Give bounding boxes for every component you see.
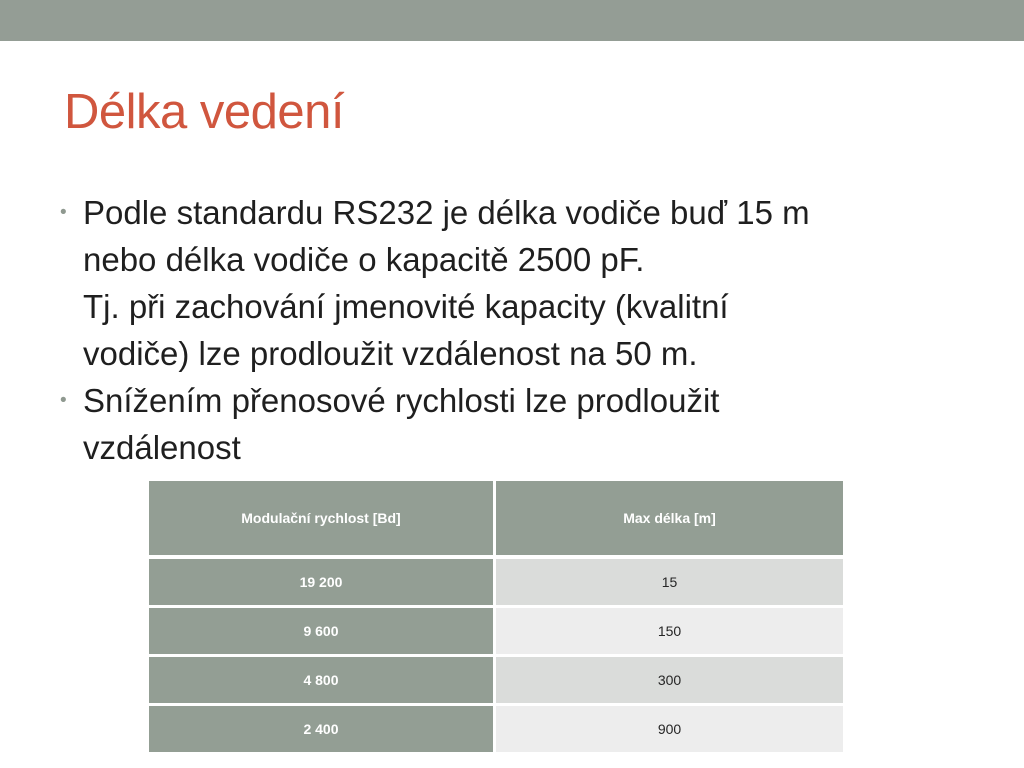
- header-modulation-rate: Modulační rychlost [Bd]: [149, 481, 496, 559]
- rate-cell: 9 600: [149, 608, 496, 657]
- speed-length-table-wrapper: [149, 481, 843, 752]
- bullet-item: [60, 189, 980, 377]
- header-max-length: Max délka [m]: [496, 481, 843, 559]
- bullet-item: [60, 377, 980, 471]
- max-length-cell: 900: [496, 706, 843, 752]
- table-row: [149, 657, 843, 706]
- rate-cell: 2 400: [149, 706, 496, 752]
- bullet-text-line: vzdálenost: [83, 429, 241, 466]
- bullet-text-line: Tj. při zachování jmenovité kapacity (kvalitní: [83, 288, 729, 325]
- bullet-text-line: Podle standardu RS232 je délka vodiče buď 15 m: [83, 194, 810, 231]
- bullet-text-line: Snížením přenosové rychlosti lze prodloužit: [83, 382, 720, 419]
- bullet-text-line: vodiče) lze prodloužit vzdálenost na 50 m.: [83, 335, 698, 372]
- max-length-cell: 15: [496, 559, 843, 608]
- speed-length-table: [149, 481, 843, 752]
- table-row: [149, 559, 843, 608]
- bullet-list: [60, 189, 980, 471]
- table-header-row: [149, 481, 843, 559]
- table-row: [149, 706, 843, 752]
- bullet-dot-icon: •: [60, 202, 67, 223]
- max-length-cell: 150: [496, 608, 843, 657]
- table-row: [149, 608, 843, 657]
- bullet-text-line: nebo délka vodiče o kapacitě 2500 pF.: [83, 241, 645, 278]
- bullet-dot-icon: •: [60, 390, 67, 411]
- top-color-band: [0, 0, 1024, 41]
- slide-title: Délka vedení: [64, 85, 345, 139]
- rate-cell: 4 800: [149, 657, 496, 706]
- max-length-cell: 300: [496, 657, 843, 706]
- rate-cell: 19 200: [149, 559, 496, 608]
